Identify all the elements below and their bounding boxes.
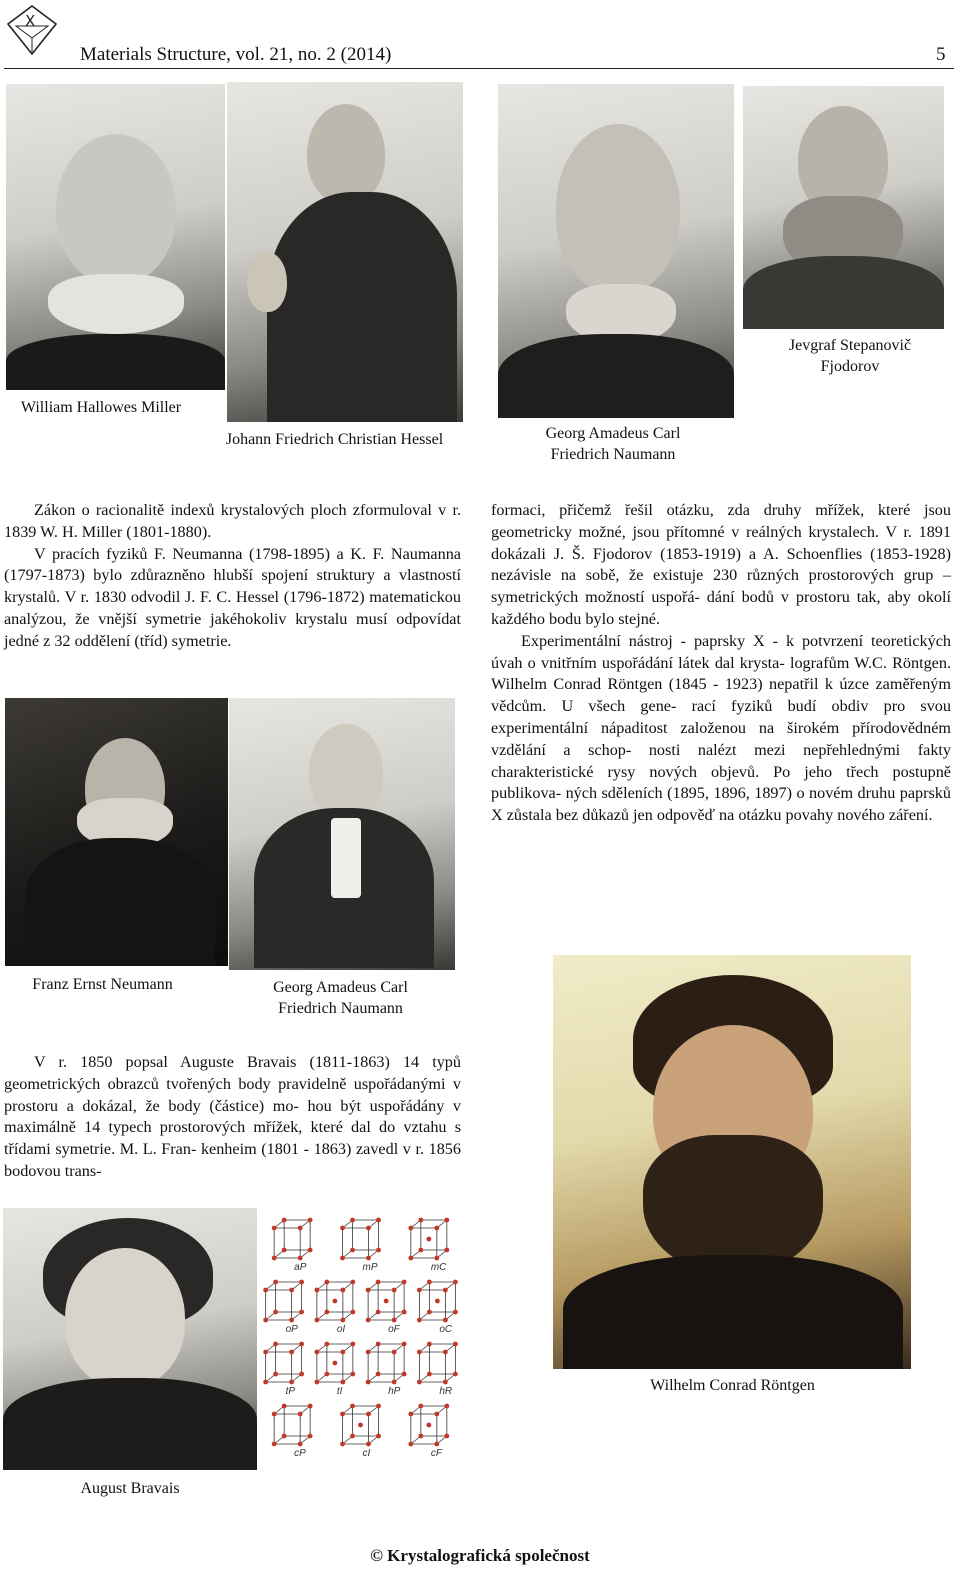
paragraph-fjodorov-schoenflies: formaci, přičemž řešil otázku, zda druhy mřížek, které jsou geometricky možné, jsou přítomné v reálných krystalech. V r. 1891 dokázali J. Š. Fjodorov (1853-1919) a A. Schoenflies (1853-1928) nezávisle na sobě, že existuje 230 různých prostorových grup – symetrických možností uspořá- dání bodů v prostoru tak, aby okolí každého bodu bylo stejné.: [491, 501, 951, 628]
lattice-cell-mC: [408, 1218, 449, 1273]
paragraph-miller: Zákon o racionalitě indexů krystalových ploch zformuloval v r. 1839 W. H. Miller (1801-1880).: [4, 501, 461, 541]
left-column-text-2: [4, 1052, 461, 1183]
lattice-cell-oP: [263, 1280, 304, 1335]
caption-naumann-top-2: Friedrich Naumann: [550, 446, 676, 463]
bravais-lattices-figure: [258, 1208, 463, 1464]
lattice-cell-mP: [340, 1218, 381, 1273]
lattice-label-cF: cF: [430, 1448, 442, 1459]
lattice-cell-oC: [417, 1280, 458, 1335]
caption-neumann: Franz Ernst Neumann: [32, 976, 173, 993]
lattice-label-tI: tI: [336, 1386, 343, 1397]
caption-naumann-top-1: Georg Amadeus Carl: [545, 425, 681, 442]
lattice-label-cI: cI: [362, 1448, 371, 1459]
lattice-cell-cI: [340, 1404, 381, 1459]
journal-title: Materials Structure, vol. 21, no. 2 (2014): [80, 44, 392, 65]
portrait-naumann-mid: [229, 698, 455, 970]
portrait-fjodorov: [743, 86, 944, 329]
paragraph-rontgen: Experimentální nástroj - paprsky X - k potvrzení teoretických úvah o vnitřním uspořádání látek dal krysta- lografům W.C. Röntgen. Wilhelm Conrad Röntgen (1845 - 1923) nepatřil k úzce zaměřeným vědcům. U všech gene- rací fyziků budí obdiv pro svou experimentální nápaditost založenou na širokém přírodovědném vzdělání a schop- nosti nalézt mezi nepřehlednými fakty charakteristické rysy nových objevů. Po jeho třech postupně publikova- ných sděleních (1895, 1896, 1897) o novém druhu paprsků X zůstala bez důkazů jen odpověď na otázku povahy nového záření.: [491, 631, 951, 825]
lattice-label-mC: mC: [430, 1262, 447, 1273]
lattice-cell-oI: [314, 1280, 355, 1335]
lattice-label-tP: tP: [285, 1386, 296, 1397]
lattice-label-cP: cP: [294, 1448, 306, 1459]
lattice-label-oP: oP: [285, 1324, 298, 1335]
lattice-label-hR: hR: [439, 1386, 453, 1397]
right-column-text: [491, 500, 951, 827]
lattice-cell-aP: [272, 1218, 313, 1273]
lattice-cell-tI: [314, 1342, 355, 1397]
caption-naumann-mid-1: Georg Amadeus Carl: [273, 979, 408, 996]
lattice-label-aP: aP: [294, 1262, 307, 1273]
caption-bravais: August Bravais: [80, 1480, 180, 1497]
header-rule: [4, 68, 954, 69]
lattice-label-hP: hP: [388, 1386, 401, 1397]
page-number: 5: [936, 44, 946, 65]
svg-text:X: X: [25, 12, 36, 30]
paragraph-neumann-hessel: V pracích fyziků F. Neumanna (1798-1895) a K. F. Naumanna (1797-1873) bylo zdůrazněno hlubší spojení struktury a vlastností krystalů. V r. 1830 odvodil J. F. C. Hessel (1796-1872) matematickou analýzou, že vnější symetrie jakéhokoliv krystalu musí odpovídat jedné z 32 oddělení (tříd) symetrie.: [4, 544, 461, 650]
lattice-label-oC: oC: [439, 1324, 453, 1335]
portrait-miller: [6, 84, 225, 390]
portrait-hessel: [227, 82, 463, 422]
caption-naumann-mid-2: Friedrich Naumann: [278, 1000, 403, 1017]
caption-rontgen: Wilhelm Conrad Röntgen: [650, 1377, 815, 1394]
lattice-label-oI: oI: [336, 1324, 346, 1335]
portrait-rontgen: [553, 955, 911, 1369]
caption-fjodorov-1: Jevgraf Stepanovič: [788, 337, 912, 354]
paragraph-bravais: V r. 1850 popsal Auguste Bravais (1811-1863) 14 typů geometrických obrazců tvořených body pravidelně uspořádanými v prostoru a dokázal, že body (částice) mo- hou být uspořádány v maximálně 14 typech prostorových mřížek, které dal do vztahu s třídami symetrie. M. L. Fran- kenheim (1801 - 1863) zavedl v r. 1856 bodovou trans-: [4, 1053, 461, 1180]
portrait-neumann: [5, 698, 228, 966]
portrait-bravais: [3, 1208, 257, 1470]
lattice-label-oF: oF: [388, 1324, 400, 1335]
lattice-cell-hP: [366, 1342, 407, 1397]
lattice-cell-tP: [263, 1342, 304, 1397]
caption-miller: William Hallowes Miller: [20, 399, 182, 416]
caption-fjodorov-2: Fjodorov: [820, 358, 880, 375]
lattice-cell-oF: [366, 1280, 407, 1335]
lattice-label-mP: mP: [362, 1262, 378, 1273]
lattice-cell-cP: [272, 1404, 313, 1459]
caption-hessel: Johann Friedrich Christian Hessel: [225, 431, 444, 448]
footer-copyright: © Krystalografická společnost: [370, 1546, 590, 1565]
journal-logo: [6, 4, 58, 56]
left-column-text-1: [4, 500, 461, 653]
portrait-naumann-top: [498, 84, 734, 418]
lattice-cell-cF: [408, 1404, 449, 1459]
lattice-cell-hR: [417, 1342, 458, 1397]
